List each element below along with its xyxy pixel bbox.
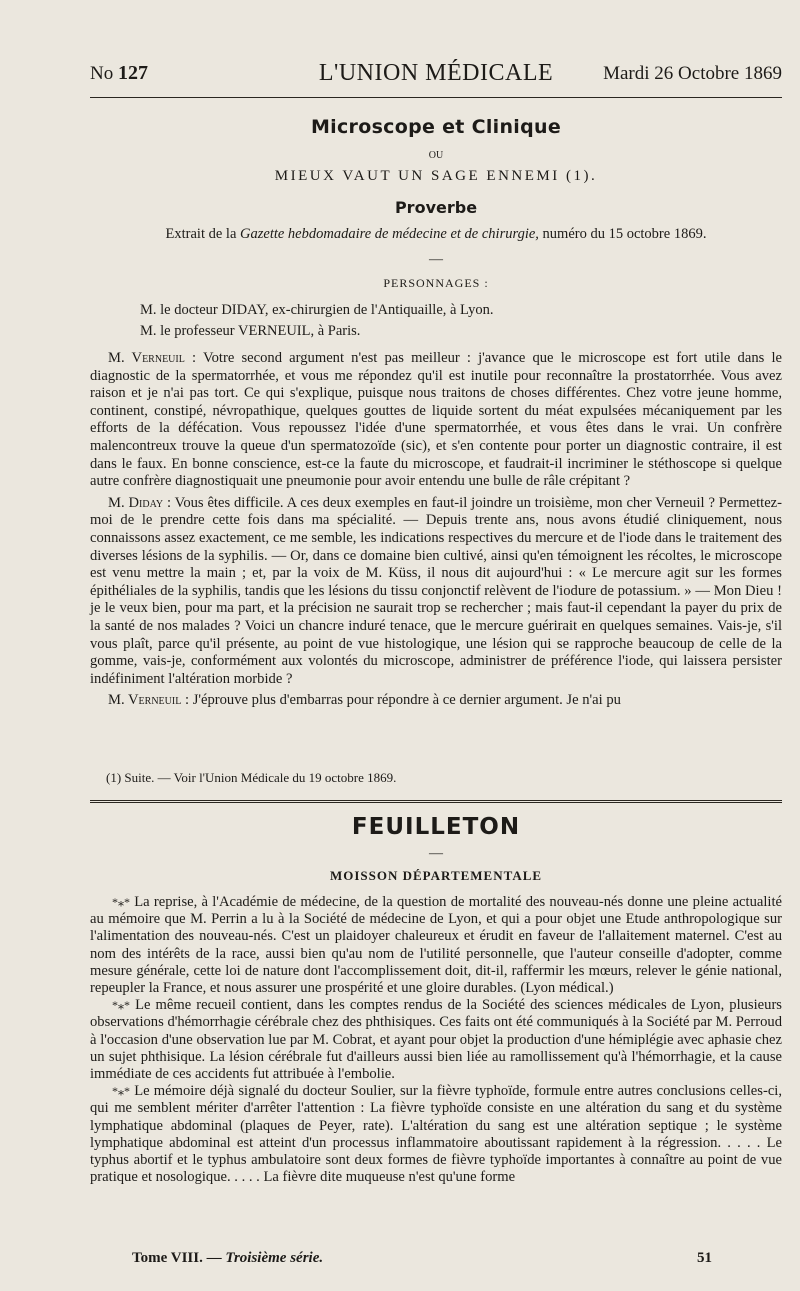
feuilleton-paragraph: *⁎* Le mémoire déjà signalé du docteur Soulier, sur la fièvre typhoïde, formule entre autres conclusions celles-ci, qui me semblent mériter d'arrêter l'attention : La fièvre typhoïde consiste en une altération du sang et du système lymphatique abdominal (plaques de Peyer, rate). L'altération du sang est une altération septique ; le système lymphatique abdominal est atteint d'un processus inflammatoire aboutissant rapidement à la régression. . . . . Le typhus abortif et le typhus ambulatoire sont deux formes de fièvre typhoïde importantes à connaître au point de vue pratique et nosologique. . . . . La fièvre dite muqueuse n'est qu'une forme [90,1083,782,1186]
feuilleton-dash: — [429,846,443,861]
volume-label: Tome VIII. [132,1250,203,1266]
footnote: (1) Suite. — Voir l'Union Médicale du 19 octobre 1869. [106,770,397,785]
characters-heading: PERSONNAGES : [383,276,489,290]
article-ou: OU [428,150,444,161]
feuilleton-subtitle: MOISSON DÉPARTEMENTALE [329,868,543,883]
feuilleton-rule [90,800,782,803]
dialogue-paragraph: M. Verneuil : Votre second argument n'est pas meilleur : j'avance que le microscope est fort utile dans le diagnostic de la spermatorrhée, et vous me répondez qu'il est inutile pour reconnaître la prostatorrhée. Vous avez raison et je n'ai pas tort. Ce qui s'explique, puisque nous traitons de choses différentes. Chez votre jeune homme, continent, constipé, névropathique, quelques gouttes de liquide sortent du méat expulsées mécaniquement par les efforts de la défécation. Vous repoussez l'idée d'une spermatorrhée, et vous êtes dans le vrai. Un confrère malencontreux trouve la queue d'un spermatozoïde (sic), et s'en contente pour porter un diagnostic contraire, il est dans le faux. En bonne conscience, est-ce la faute du microscope, et faudrait-il incriminer le stéthoscope si quelque autre confrère diagnostiquait une pneumonie pour avoir entendu une bulle de râle crépitant ? [90,350,782,490]
section-dash: — [429,252,443,267]
dialogue-paragraph: M. Verneuil : J'éprouve plus d'embarras pour répondre à ce dernier argument. Je n'ai pu [108,692,621,709]
article-subtitle: MIEUX VAUT UN SAGE ENNEMI (1). [274,168,598,184]
page-header [90,62,782,92]
feuilleton-title: FEUILLETON [351,814,521,840]
feuilleton-paragraph: *⁎* La reprise, à l'Académie de médecine, de la question de mortalité des nouveau-nés donne une pleine actualité au mémoire que M. Perrin a lu à la Société de médecine de Lyon, et qui a pour objet une Etude anthropologique sur l'alimentation des nouveau-nés. C'est un plaidoyer chaleureux et érudit en faveur de l'allaitement maternel. C'est au nom des intérêts de la race, aussi bien qu'au nom de l'utilité personnelle, que l'auteur conseille d'adopter, comme mesure générale, cette loi de nature dont l'accomplissement doit, dit-il, raffermir les mœurs, relever le génie national, repeupler la France, et nous assurer une prospérité et une gloire durables. (Lyon médical.) [90,894,782,997]
feuilleton-paragraph: *⁎* Le même recueil contient, dans les comptes rendus de la Société des sciences médicales de Lyon, plusieurs observations d'hémorrhagie cérébrale chez des phthisiques. Ces faits ont été communiqués à la Société par M. Perroud à l'occasion d'une observation lue par M. Cobrat, et ayant pour objet la production d'une hémiplégie avec aphasie chez un sujet phthisique. La lésion cérébrale fut d'ailleurs aussi bien liée au ramollissement qu'à l'hémorrhagie, et la cause immédiate de ces accidents fut attribuée à l'embolie. [90,997,782,1083]
header-rule [90,97,782,98]
page-footer: Tome VIII. — Troisième série. 51 [132,1250,712,1266]
character-diday: M. le docteur DIDAY, ex-chirurgien de l'Antiquaille, à Lyon. [140,302,494,318]
page-number: 51 [697,1250,712,1266]
character-verneuil: M. le professeur VERNEUIL, à Paris. [140,323,361,339]
dialogue-paragraph: M. Diday : Vous êtes difficile. A ces deux exemples en faut-il joindre un troisième, mon cher Verneuil ? Permettez-moi de le prendre cette fois dans ma spécialité. — Depuis trente ans, nous avons étudié cliniquement, nous connaissons assez exactement, ce me semble, les indications respectives du mercure et de l'iode dans le traitement des diverses lésions de la syphilis. — Or, dans ce domaine bien cultivé, ainsi qu'en témoignent les récoltes, le microscope est venu mettre la main ; et, par la voix de M. Küss, il nous dit aujourd'hui : « Le mercure agit sur les formes épithéliales de la syphilis, tandis que les lésions du tissu conjonctif relèvent de l'iodure de potassium. » — Mon Dieu ! je le veux bien, pour ma part, et la précision ne saurait trop se rechercher ; mais faut-il cependant la payer du prix de la santé de nos malades ? Voici un chancre induré tenace, que le mercure guérirait en quelques semaines. Vais-je, s'il vous plaît, parce qu'il présente, au point de vue histologique, une lésion qui se rapproche beaucoup de celle de la gomme, vais-je, conformément aux volontés du microscope, administrer de préférence l'iode, qui laissera persister indéfiniment l'altération morbide ? [90,494,783,687]
issue-number: No 127 [90,62,148,84]
article-title: Microscope et Clinique [310,116,562,138]
article-genre: Proverbe [394,198,478,217]
journal-title: L'UNION MÉDICALE [318,60,554,86]
dialogue [90,350,782,714]
issue-date: Mardi 26 Octobre 1869 [603,63,782,84]
article-source: Extrait de la Gazette hebdomadaire de médecine et de chirurgie, numéro du 15 octobre 1869. [165,226,707,242]
feuilleton-text [90,894,782,1186]
